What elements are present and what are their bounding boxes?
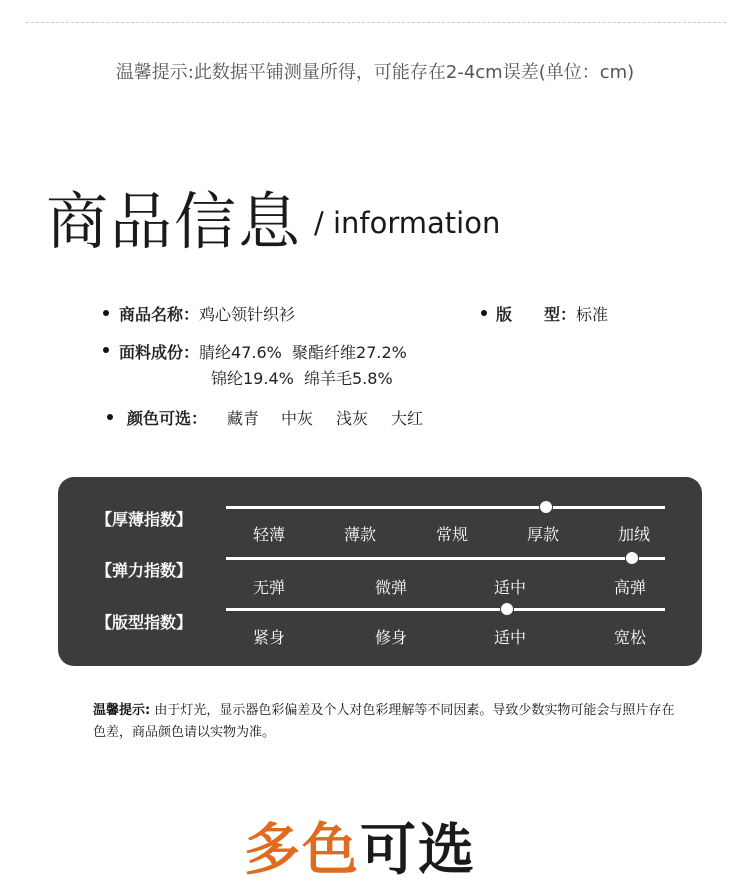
color-label: 颜色可选： [127,409,208,428]
fit-option: 适中 [493,628,527,647]
elasticity-option: 适中 [493,578,527,597]
thickness-option: 加绒 [617,525,651,544]
fit-option: 宽松 [613,628,647,647]
fit-scale-marker [500,602,514,616]
thickness-index-label: 【厚薄指数】 [96,510,193,529]
heading-orange-part: 多色 [244,818,360,883]
elasticity-scale-marker [625,551,639,565]
color-difference-note [93,700,683,744]
dashed-divider [26,22,726,23]
color-option-4: 大红 [391,409,424,428]
color-option-2: 中灰 [281,409,314,428]
fit-value: 标准 [576,305,609,324]
elasticity-option: 高弹 [613,578,647,597]
heading-dark-part: 可选 [360,818,476,883]
thickness-option: 常规 [435,525,469,544]
fabric-row [119,340,407,363]
note-label: 温馨提示: [93,703,151,718]
fabric-label: 面料成份： [119,343,200,362]
bullet-icon [103,310,109,316]
elasticity-scale-track [226,557,665,560]
fit-label: 版 型： [496,305,577,324]
elasticity-option: 无弹 [252,578,286,597]
product-name-value: 鸡心领针织衫 [199,305,296,324]
bullet-icon [107,414,113,420]
fit-index-label: 【版型指数】 [96,613,193,632]
index-panel [58,477,702,666]
measurement-note: 温馨提示:此数据平铺测量所得，可能存在2-4cm误差(单位：cm) [115,62,635,83]
note-text: 由于灯光，显示器色彩偏差及个人对色彩理解等不同因素。导致少数实物可能会与照片存在色差，商品颜色请以实物为准。 [93,703,675,740]
bullet-icon [481,310,487,316]
thickness-scale-track [226,506,665,509]
fit-scale-track [226,608,665,611]
thickness-scale-marker [539,500,553,514]
section-title: 商品信息 [46,185,303,258]
bullet-icon [103,347,109,353]
thickness-option: 厚款 [526,525,560,544]
fit-row [496,302,608,325]
color-option-3: 浅灰 [336,409,369,428]
fit-option: 紧身 [252,628,286,647]
elasticity-index-label: 【弹力指数】 [96,561,193,580]
thickness-option: 薄款 [343,525,377,544]
color-row [127,406,207,429]
fabric-line-2: 锦纶19.4% 绵羊毛5.8% [211,369,393,388]
elasticity-option: 微弹 [374,578,408,597]
fit-option: 修身 [374,628,408,647]
fabric-line-1: 腈纶47.6% 聚酯纤维27.2% [199,343,407,362]
section-subtitle: / information [314,206,501,240]
product-name-label: 商品名称： [119,305,200,324]
color-options-heading [244,806,476,886]
product-name-row [119,302,295,325]
thickness-option: 轻薄 [252,525,286,544]
color-option-1: 藏青 [227,409,260,428]
